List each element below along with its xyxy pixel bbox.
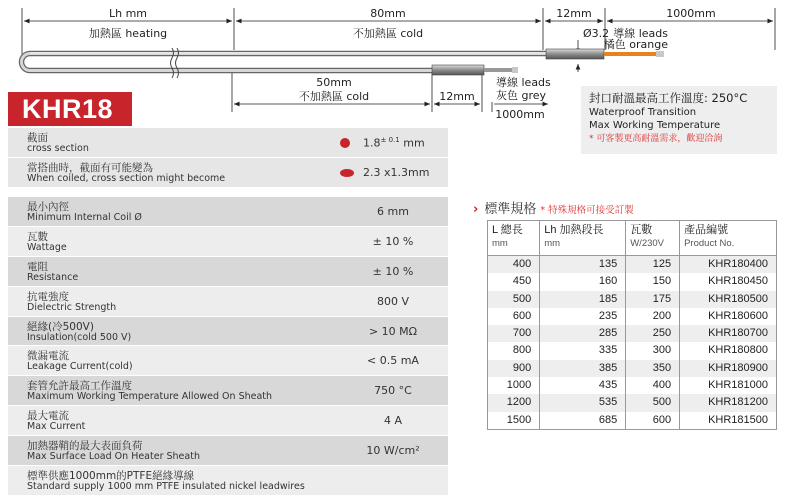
table-cell: 450 xyxy=(488,273,540,290)
spec-label-zh: 瓦數 xyxy=(27,230,48,243)
spec-label-zh: 絕緣(冷500V) xyxy=(27,320,94,333)
cold-zone-label-top: 不加熱區 cold xyxy=(352,27,424,40)
cross-section-value: $1.8^{\pm 0.1}$ mm xyxy=(363,136,425,150)
cold-zone-label-bottom: 不加熱區 cold xyxy=(298,90,370,103)
table-cell: KHR180900 xyxy=(680,360,777,377)
orange-leads-color: 橘色 orange xyxy=(603,38,668,51)
spec-label-en: Standard supply 1000 mm PTFE insulated nickel leadwires xyxy=(27,481,305,493)
table-cell: KHR180500 xyxy=(680,291,777,308)
spec-label-en: Wattage xyxy=(27,241,67,253)
spec-row xyxy=(8,317,448,347)
waterproof-en-1: Waterproof Transition xyxy=(589,107,697,118)
grey-leads-color: 灰色 grey xyxy=(496,89,547,102)
table-cell: 135 xyxy=(540,256,626,274)
column-header-zh: L 總長 xyxy=(492,224,523,236)
table-cell: KHR180600 xyxy=(680,308,777,325)
coiled-section-zh: 當搭曲時，截面有可能變為 xyxy=(27,162,153,174)
column-header-unit: mm xyxy=(492,238,508,249)
table-cell: 535 xyxy=(540,394,626,411)
table-cell: 600 xyxy=(626,412,680,430)
table-row xyxy=(488,291,777,308)
spec-label-zh: 加熱器鞘的最大表面負荷 xyxy=(27,440,143,453)
table-cell: 185 xyxy=(540,291,626,308)
column-header-zh: 產品編號 xyxy=(684,224,729,236)
table-row xyxy=(488,256,777,274)
table-cell: 1500 xyxy=(488,412,540,430)
spec-label-zh: 標準供應1000mm的PTFE絕緣導線 xyxy=(27,470,195,483)
standard-spec-table xyxy=(487,220,777,430)
table-cell: 685 xyxy=(540,412,626,430)
spec-row xyxy=(8,346,448,376)
table-row xyxy=(488,273,777,290)
cross-section-en: cross section xyxy=(27,143,89,154)
spec-value: < 0.5 mA xyxy=(367,354,419,368)
table-row xyxy=(488,308,777,325)
table-cell: KHR180700 xyxy=(680,325,777,342)
spec-value: 750 °C xyxy=(374,384,412,398)
table-cell: 1000 xyxy=(488,377,540,394)
custom-temp-note: * 可客製更高耐溫需求，歡迎洽詢 xyxy=(589,134,723,144)
heating-zone-label: 加熱區 heating xyxy=(88,27,168,40)
table-cell: 300 xyxy=(626,342,680,359)
specification-table xyxy=(8,197,448,496)
table-cell: KHR181200 xyxy=(680,394,777,411)
spec-label-zh: 電阻 xyxy=(27,260,48,273)
table-cell: 235 xyxy=(540,308,626,325)
column-header-zh: Lh 加熱段長 xyxy=(544,224,604,236)
spec-label-en: Maximum Working Temperature Allowed On Sheath xyxy=(27,391,273,403)
spec-row xyxy=(8,227,448,257)
table-row xyxy=(488,360,777,377)
column-header xyxy=(488,221,540,256)
table-cell: 400 xyxy=(488,256,540,274)
cold-zone-length-bottom: 50mm xyxy=(316,76,352,89)
spec-value: ± 10 % xyxy=(372,234,414,248)
spec-label-zh: 套管允許最高工作溫度 xyxy=(27,380,132,393)
table-row xyxy=(488,342,777,359)
waterproof-transition-box xyxy=(581,86,777,154)
table-cell: 385 xyxy=(540,360,626,377)
spec-row xyxy=(8,376,448,406)
table-cell: 500 xyxy=(488,291,540,308)
spec-row xyxy=(8,436,448,466)
lh-dimension: Lh mm xyxy=(108,7,148,20)
table-cell: 350 xyxy=(626,360,680,377)
waterproof-en-2: Max Working Temperature xyxy=(589,120,721,131)
table-cell: 900 xyxy=(488,360,540,377)
spec-label-en: Insulation(cold 500 V) xyxy=(27,331,132,343)
table-cell: KHR180800 xyxy=(680,342,777,359)
spec-value: ± 10 % xyxy=(372,264,414,278)
table-row xyxy=(488,325,777,342)
orange-leads-label: 導線 leads xyxy=(613,27,668,40)
spec-value: > 10 MΩ xyxy=(368,324,418,338)
sleeve-length-bottom: 12mm xyxy=(439,90,475,103)
chevron-right-icon: › xyxy=(473,202,479,217)
spec-row xyxy=(8,257,448,287)
table-cell: KHR181500 xyxy=(680,412,777,430)
grey-leads-label: 導線 leads xyxy=(496,76,551,89)
table-cell: 600 xyxy=(488,308,540,325)
spec-label-zh: 最小內徑 xyxy=(27,201,69,213)
column-header-zh: 瓦數 xyxy=(630,224,653,236)
spec-label-en: Dielectric Strength xyxy=(27,301,117,313)
spec-label-en: Resistance xyxy=(27,271,79,283)
spec-value: 10 W/cm² xyxy=(366,444,420,458)
diameter-label: Ø3.2 xyxy=(583,27,610,40)
spec-label-zh: 抗電強度 xyxy=(27,290,69,303)
spec-label-en: Max Current xyxy=(27,421,86,433)
coiled-section-value: 2.3 x1.3mm xyxy=(363,166,430,179)
spec-value: 4 A xyxy=(383,414,403,428)
sleeve-length-top: 12mm xyxy=(556,7,592,20)
spec-row xyxy=(8,466,448,496)
table-cell: 800 xyxy=(488,342,540,359)
table-cell: 150 xyxy=(626,273,680,290)
lead-length-bottom: 1000mm xyxy=(495,108,545,121)
spec-row xyxy=(8,406,448,436)
oval-section-icon xyxy=(340,169,354,177)
table-cell: KHR181000 xyxy=(680,377,777,394)
table-cell: 400 xyxy=(626,377,680,394)
table-cell: 335 xyxy=(540,342,626,359)
table-cell: 700 xyxy=(488,325,540,342)
column-header xyxy=(540,221,626,256)
spec-value: 6 mm xyxy=(377,205,409,218)
table-cell: 500 xyxy=(626,394,680,411)
spec-label-en: Minimum Internal Coil Ø xyxy=(27,212,142,223)
round-section-icon xyxy=(340,138,350,148)
table-cell: 1200 xyxy=(488,394,540,411)
table-row xyxy=(488,377,777,394)
column-header-unit: W/230V xyxy=(630,238,665,249)
spec-label-zh: 最大電流 xyxy=(27,410,69,423)
table-cell: 250 xyxy=(626,325,680,342)
column-header-unit: Product No. xyxy=(684,238,735,249)
column-header-unit: mm xyxy=(544,238,561,249)
coiled-section-row xyxy=(8,158,448,188)
spec-row xyxy=(8,287,448,317)
waterproof-temp-zh: 封口耐溫最高工作溫度: 250°C xyxy=(589,91,748,105)
table-row xyxy=(488,412,777,430)
table-cell: 160 xyxy=(540,273,626,290)
table-row xyxy=(488,394,777,411)
column-header xyxy=(626,221,680,256)
custom-order-note: * 特殊規格可接受訂製 xyxy=(540,205,634,216)
spec-label-en: Max Surface Load On Heater Sheath xyxy=(27,451,200,463)
spec-label-en: Leakage Current(cold) xyxy=(27,361,133,373)
spec-label-zh: 微漏電流 xyxy=(27,350,69,363)
table-cell: 125 xyxy=(626,256,680,274)
cold-zone-length-top: 80mm xyxy=(370,7,406,20)
table-cell: KHR180400 xyxy=(680,256,777,274)
table-cell: 285 xyxy=(540,325,626,342)
standard-spec-heading: › 標準規格 * 特殊規格可接受訂製 xyxy=(473,202,634,217)
cross-section-table xyxy=(8,128,448,188)
lead-length-top: 1000mm xyxy=(666,7,716,20)
table-cell: 200 xyxy=(626,308,680,325)
spec-row xyxy=(8,197,448,227)
spec-value: 800 V xyxy=(376,294,410,308)
table-cell: KHR180450 xyxy=(680,273,777,290)
cross-section-zh: 截面 xyxy=(27,132,48,144)
table-cell: 175 xyxy=(626,291,680,308)
table-cell: 435 xyxy=(540,377,626,394)
product-model-badge: KHR18 xyxy=(8,92,132,126)
column-header xyxy=(680,221,777,256)
cross-section-row xyxy=(8,128,448,158)
coiled-section-en: When coiled, cross section might become xyxy=(27,173,226,184)
